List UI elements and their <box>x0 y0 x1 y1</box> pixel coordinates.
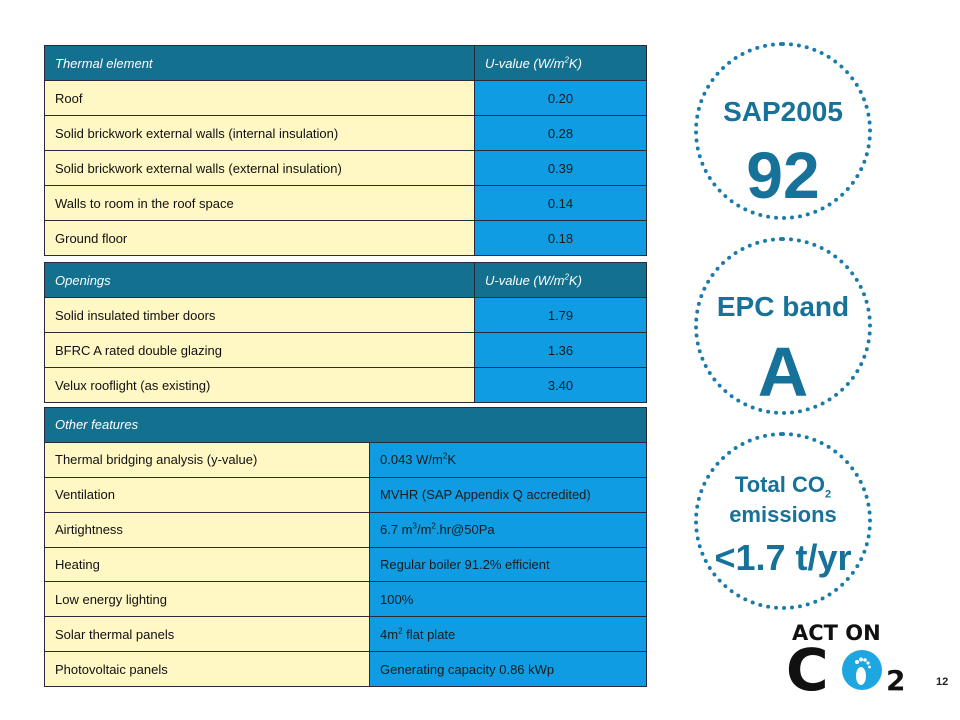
row-value: 0.043 $W/m^2K$ <box>370 442 647 477</box>
row-value: Regular boiler 91.2% efficient <box>370 547 647 582</box>
logo-graphic <box>786 620 926 696</box>
row-label: Ventilation <box>45 477 370 512</box>
row-value: 0.18 <box>475 221 647 256</box>
row-value: 1.79 <box>475 298 647 333</box>
table-header-row <box>45 263 647 298</box>
row-label: Low energy lighting <box>45 582 370 617</box>
logo-letter: C <box>786 636 829 696</box>
row-label: Roof <box>45 81 475 116</box>
table-row <box>45 151 647 186</box>
row-value: 0.39 <box>475 151 647 186</box>
row-value: 0.28 <box>475 116 647 151</box>
table-row <box>45 116 647 151</box>
table-row <box>45 221 647 256</box>
table-row <box>45 512 647 547</box>
row-label: Solid insulated timber doors <box>45 298 475 333</box>
epc-band-circle <box>694 237 872 415</box>
row-label: Solar thermal panels <box>45 617 370 652</box>
header-openings: Openings <box>45 263 475 298</box>
table-row <box>45 442 647 477</box>
openings-table <box>44 262 647 403</box>
table-row <box>45 582 647 617</box>
row-value: 100% <box>370 582 647 617</box>
co2-value: <1.7 t/yr <box>714 537 852 578</box>
sap-label: SAP2005 <box>723 96 843 127</box>
table-row <box>45 477 647 512</box>
act-on-co2-logo <box>786 620 926 696</box>
table-row <box>45 186 647 221</box>
table-row <box>45 333 647 368</box>
other-features-table <box>44 407 647 687</box>
header-thermal-element: Thermal element <box>45 46 475 81</box>
epc-value: A <box>757 333 809 411</box>
row-label: Thermal bridging analysis (y-value) <box>45 442 370 477</box>
row-label: Velux rooflight (as existing) <box>45 368 475 403</box>
co2-label: Total $CO_2$ <box>734 472 832 501</box>
table-row <box>45 81 647 116</box>
table-row <box>45 652 647 687</box>
row-label: Heating <box>45 547 370 582</box>
table-row <box>45 547 647 582</box>
row-label: Solid brickwork external walls (external insulation) <box>45 151 475 186</box>
logo-subscript: 2 <box>886 664 906 696</box>
row-value: 3.40 <box>475 368 647 403</box>
table-header-row <box>45 408 647 443</box>
table-row <box>45 617 647 652</box>
table-row <box>45 368 647 403</box>
epc-label: EPC band <box>716 291 850 322</box>
co2-emissions-circle <box>694 432 872 610</box>
row-label: Photovoltaic panels <box>45 652 370 687</box>
table-header-row <box>45 46 647 81</box>
header-u-value: U-value $(W/m^2K)$ <box>475 46 647 81</box>
row-label: Ground floor <box>45 221 475 256</box>
row-value: $4m^2$ flat plate <box>370 617 647 652</box>
row-label: BFRC A rated double glazing <box>45 333 475 368</box>
table-row <box>45 298 647 333</box>
header-other-features: Other features <box>45 408 647 443</box>
row-label: Solid brickwork external walls (internal insulation) <box>45 116 475 151</box>
row-value: Generating capacity 0.86 kWp <box>370 652 647 687</box>
thermal-elements-table <box>44 45 647 256</box>
row-label: Walls to room in the roof space <box>45 186 475 221</box>
header-u-value: U-value $(W/m^2K)$ <box>475 263 647 298</box>
page-number: 12 <box>936 676 949 688</box>
row-value: 6.7 $m^3/m^2.hr@50Pa$ <box>370 512 647 547</box>
row-value: 0.20 <box>475 81 647 116</box>
row-label: Airtightness <box>45 512 370 547</box>
sap-rating-circle <box>694 42 872 220</box>
row-value: 1.36 <box>475 333 647 368</box>
logo-text: ACT ON <box>792 621 881 645</box>
emissions-label: emissions <box>729 502 837 527</box>
row-value: MVHR (SAP Appendix Q accredited) <box>370 477 647 512</box>
sap-value: 92 <box>746 138 820 212</box>
row-value: 0.14 <box>475 186 647 221</box>
